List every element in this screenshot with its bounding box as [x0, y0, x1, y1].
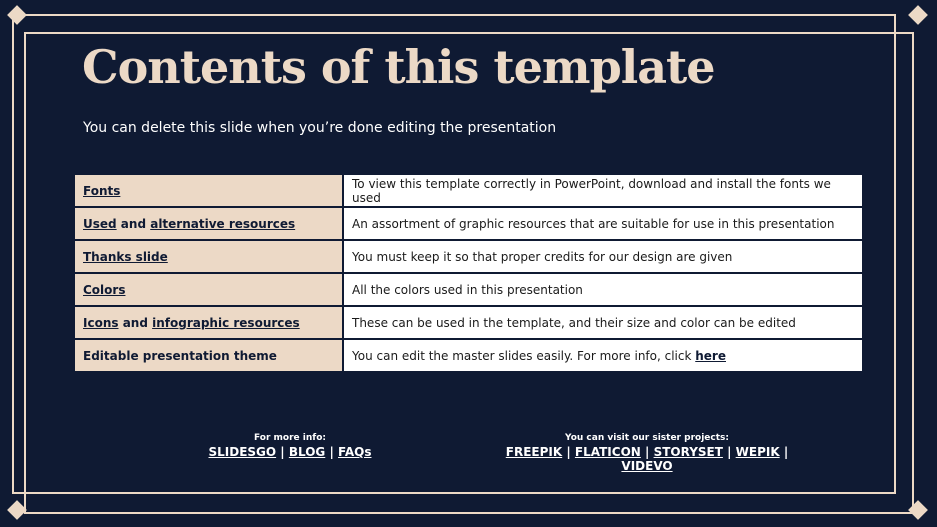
thanks-slide-link[interactable]: Thanks slide	[83, 249, 168, 264]
infographic-resources-link[interactable]: infographic resources	[152, 315, 300, 330]
row-description: An assortment of graphic resources that are suitable for use in this presentation	[343, 207, 863, 240]
link-separator: |	[562, 445, 575, 459]
used-link[interactable]: Used	[83, 216, 117, 231]
blog-link[interactable]: BLOG	[288, 445, 326, 459]
row-key-connector: and	[118, 315, 153, 330]
footer-caption: For more info:	[254, 433, 326, 443]
row-key: Editable presentation theme	[74, 339, 343, 372]
footer-sister-projects	[497, 433, 797, 473]
table-row	[74, 207, 863, 240]
flaticon-link[interactable]: FLATICON	[574, 445, 641, 459]
row-description: These can be used in the template, and their size and color can be edited	[343, 306, 863, 339]
storyset-link[interactable]: STORYSET	[653, 445, 723, 459]
table-row	[74, 273, 863, 306]
row-key	[74, 207, 343, 240]
faqs-link[interactable]: FAQs	[338, 445, 372, 459]
table-row	[74, 306, 863, 339]
slidesgo-link[interactable]: SLIDESGO	[208, 445, 277, 459]
table-row	[74, 174, 863, 207]
slide-title: Contents of this template	[82, 40, 715, 94]
row-description: All the colors used in this presentation	[343, 273, 863, 306]
footer-links	[497, 445, 797, 473]
row-description	[343, 339, 863, 372]
footer-more-info	[190, 433, 390, 459]
row-key	[74, 174, 343, 207]
fonts-link[interactable]: Fonts	[83, 183, 121, 198]
colors-link[interactable]: Colors	[83, 282, 126, 297]
corner-diamond-icon	[908, 5, 928, 25]
here-link[interactable]: here	[695, 348, 726, 363]
icons-link[interactable]: Icons	[83, 315, 119, 330]
row-description-text: You can edit the master slides easily. For more info, click	[352, 348, 696, 363]
row-description: To view this template correctly in PowerPoint, download and install the fonts we used	[343, 174, 863, 207]
slide-subtitle: You can delete this slide when you’re done editing the presentation	[83, 120, 557, 136]
row-key	[74, 240, 343, 273]
footer-caption: You can visit our sister projects:	[565, 433, 729, 443]
link-separator: |	[276, 445, 289, 459]
table-row	[74, 240, 863, 273]
row-key-connector: and	[116, 216, 151, 231]
freepik-link[interactable]: FREEPIK	[505, 445, 563, 459]
videvo-link[interactable]: VIDEVO	[621, 459, 673, 473]
contents-table	[73, 173, 864, 373]
footer-links	[190, 445, 390, 459]
row-key	[74, 273, 343, 306]
link-separator: |	[640, 445, 654, 459]
wepik-link[interactable]: WEPIK	[735, 445, 780, 459]
link-separator: |	[325, 445, 339, 459]
table-row	[74, 339, 863, 372]
alternative-resources-link[interactable]: alternative resources	[150, 216, 296, 231]
row-description: You must keep it so that proper credits for our design are given	[343, 240, 863, 273]
row-key	[74, 306, 343, 339]
link-separator: |	[779, 445, 789, 459]
link-separator: |	[722, 445, 736, 459]
